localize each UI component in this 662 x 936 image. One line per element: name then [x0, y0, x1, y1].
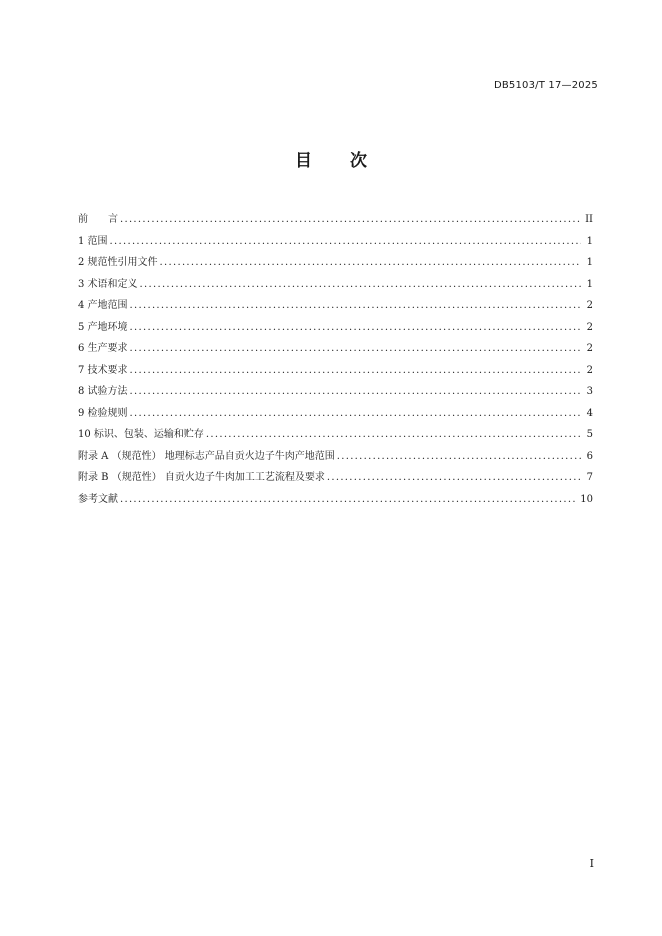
toc-entry-label: 7 技术要求 [78, 364, 128, 376]
toc-leader-dots [140, 274, 581, 296]
toc-entry-test-methods[interactable] [78, 381, 593, 403]
toc-entry-foreword[interactable] [78, 209, 593, 231]
toc-entry-label: 2 规范性引用文件 [78, 257, 158, 268]
document-code: DB5103/T 17—2025 [493, 80, 598, 91]
toc-entry-page: 10 [580, 493, 593, 505]
title-part-1: 目 [295, 151, 312, 171]
toc-entry-page: 3 [586, 386, 593, 397]
toc-leader-dots [120, 489, 576, 511]
toc-entry-production-area[interactable] [78, 295, 593, 317]
toc-leader-dots [130, 403, 581, 425]
table-of-contents [78, 209, 593, 510]
toc-entry-label: 前 言 [78, 214, 118, 225]
toc-entry-terms-definitions[interactable] [78, 274, 593, 296]
toc-entry-page: 6 [586, 450, 593, 462]
toc-entry-page: 2 [586, 364, 593, 376]
toc-entry-label: 附录 B （规范性） 自贡火边子牛肉加工工艺流程及要求 [78, 472, 325, 483]
toc-leader-dots [110, 231, 581, 253]
toc-leader-dots [130, 381, 581, 403]
toc-entry-label: 参考文献 [78, 493, 118, 505]
toc-entry-page: 1 [586, 278, 593, 290]
toc-entry-label: 4 产地范围 [78, 300, 128, 311]
toc-entry-page: 1 [586, 257, 593, 268]
toc-entry-page: 1 [586, 235, 593, 247]
toc-entry-label: 9 检验规则 [78, 407, 128, 419]
toc-entry-page: 5 [586, 429, 593, 440]
title-part-2: 次 [350, 151, 367, 171]
toc-entry-label: 10 标识、包装、运输和贮存 [78, 429, 204, 440]
toc-entry-production-requirements[interactable] [78, 338, 593, 360]
toc-entry-label: 1 范围 [78, 235, 108, 247]
toc-leader-dots [160, 252, 581, 274]
toc-entry-page: II [585, 214, 593, 225]
toc-entry-label: 6 生产要求 [78, 343, 128, 354]
toc-leader-dots [130, 360, 581, 382]
toc-entry-page: 7 [586, 472, 593, 483]
toc-leader-dots [337, 446, 581, 468]
toc-entry-appendix-a[interactable] [78, 446, 593, 468]
toc-entry-page: 2 [586, 300, 593, 311]
toc-entry-page: 2 [586, 343, 593, 354]
toc-leader-dots [206, 424, 581, 446]
toc-leader-dots [130, 317, 581, 339]
toc-entry-inspection-rules[interactable] [78, 403, 593, 425]
toc-entry-bibliography[interactable] [78, 489, 593, 511]
toc-entry-technical-requirements[interactable] [78, 360, 593, 382]
toc-entry-label: 5 产地环境 [78, 321, 128, 333]
toc-entry-production-environment[interactable] [78, 317, 593, 339]
toc-entry-label: 3 术语和定义 [78, 278, 138, 290]
toc-entry-page: 4 [586, 407, 593, 419]
toc-entry-label: 8 试验方法 [78, 386, 128, 397]
toc-leader-dots [327, 467, 581, 489]
page-number: I [589, 857, 594, 870]
toc-entry-normative-references[interactable] [78, 252, 593, 274]
toc-entry-scope[interactable] [78, 231, 593, 253]
toc-leader-dots [130, 338, 581, 360]
toc-entry-marking-packaging[interactable] [78, 424, 593, 446]
toc-entry-label: 附录 A （规范性） 地理标志产品自贡火边子牛肉产地范围 [78, 450, 335, 462]
toc-leader-dots [130, 295, 581, 317]
toc-leader-dots [120, 209, 581, 231]
toc-entry-page: 2 [586, 321, 593, 333]
page-title [0, 146, 662, 171]
toc-entry-appendix-b[interactable] [78, 467, 593, 489]
